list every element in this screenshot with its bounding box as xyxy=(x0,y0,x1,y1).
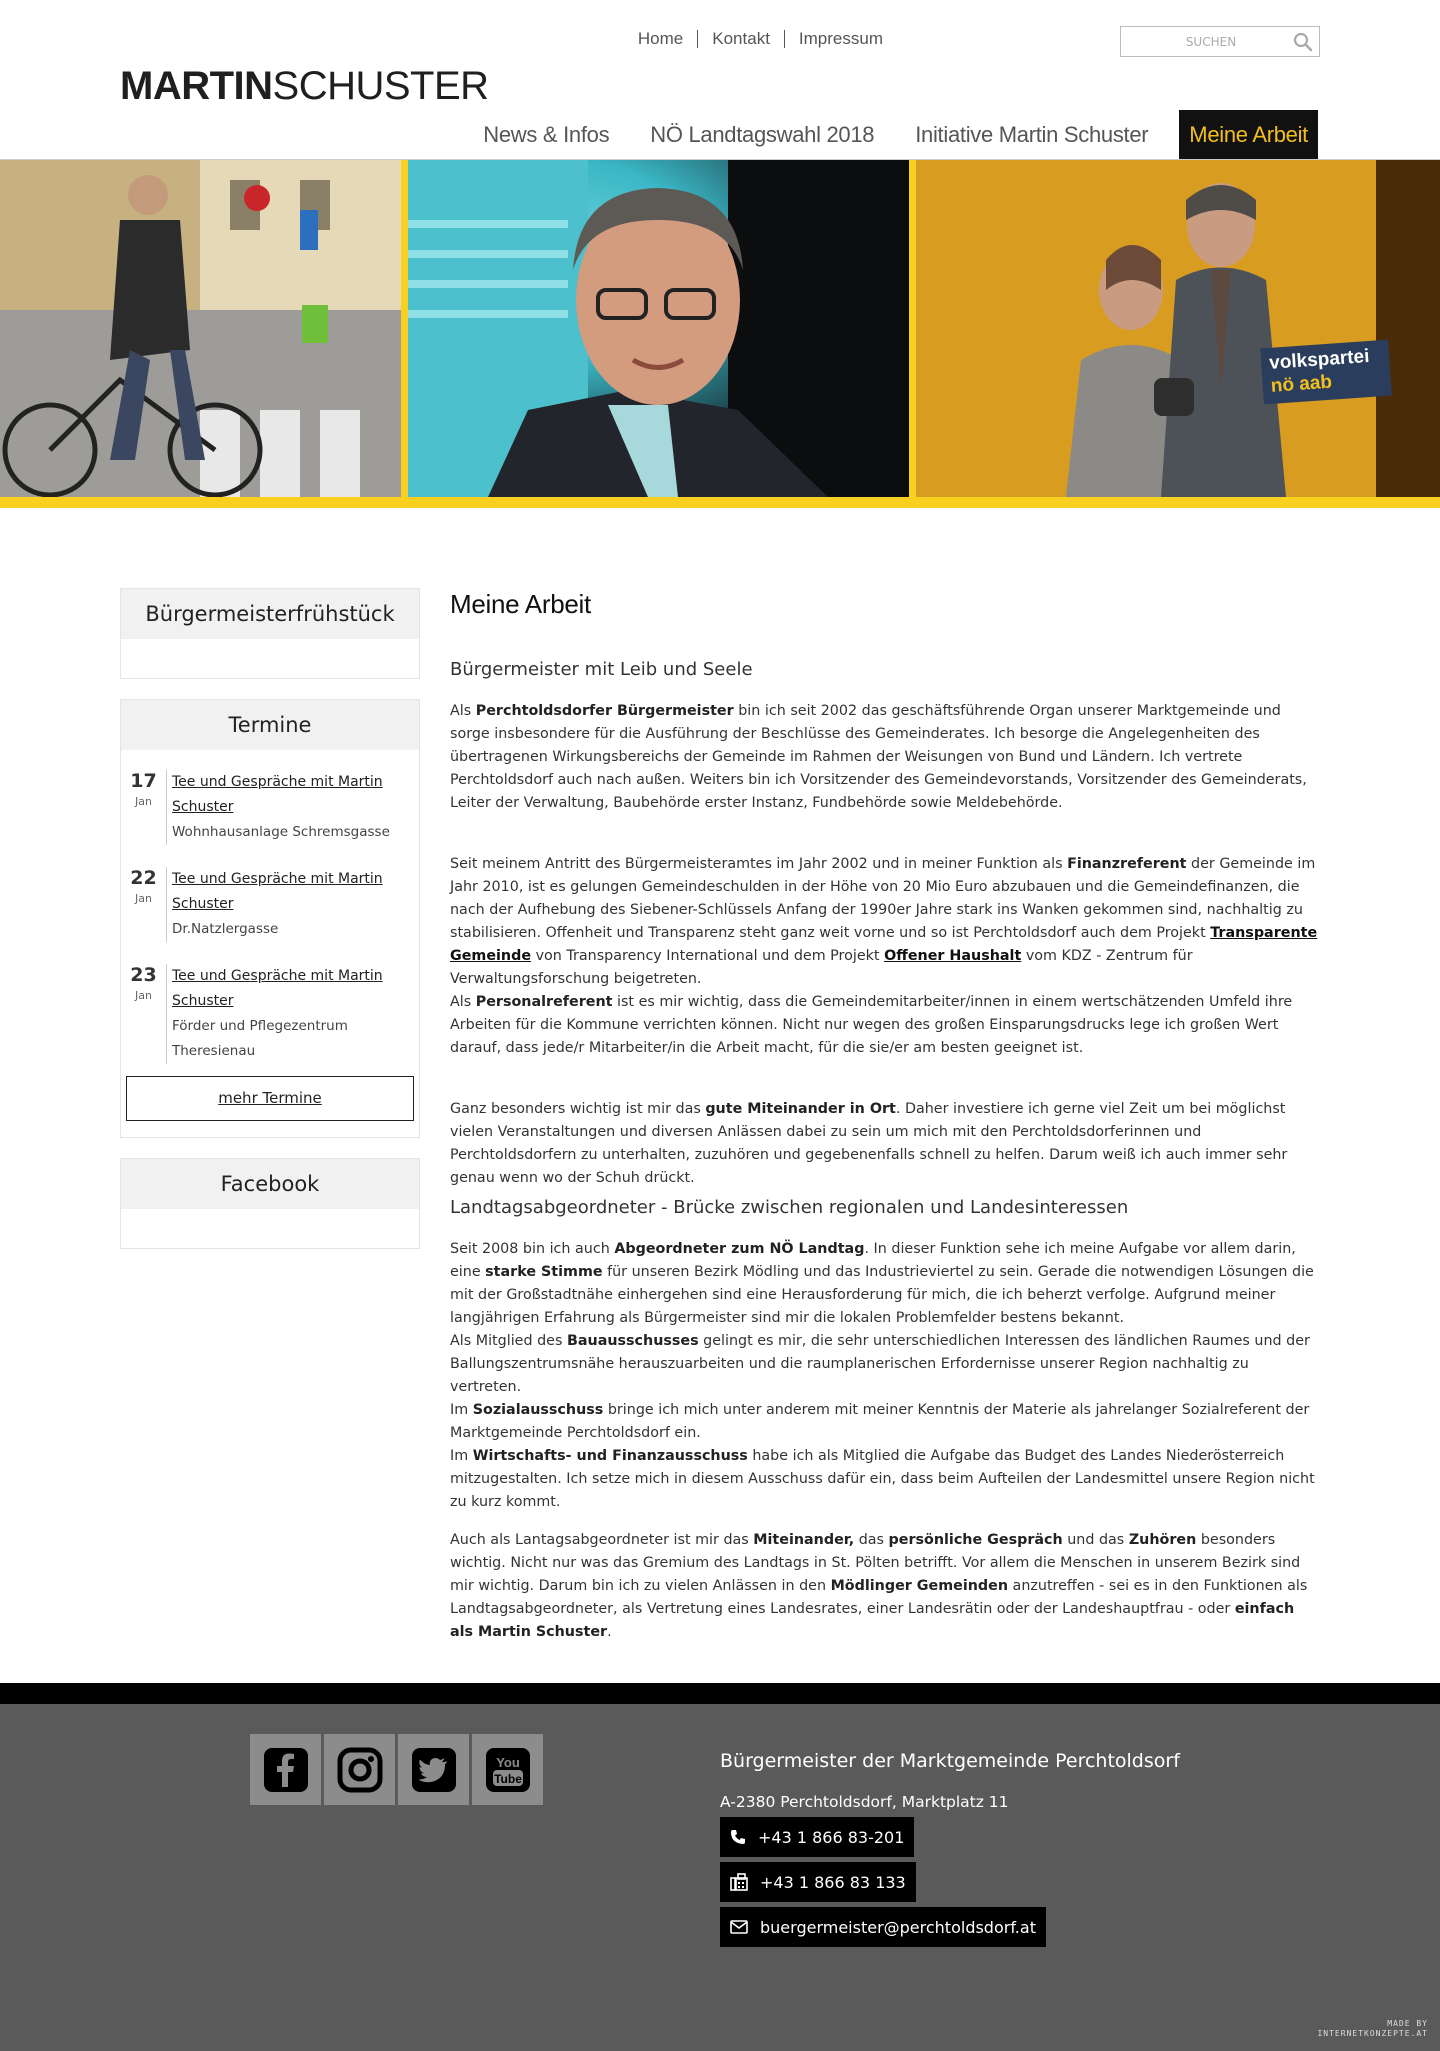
section-heading-buergermeister: Bürgermeister mit Leib und Seele xyxy=(450,659,753,680)
section-heading-landtag: Landtagsabgeordneter - Brücke zwischen regionalen und Landesinteressen xyxy=(450,1197,1129,1218)
event-place: Förder und Pflegezentrum Theresienau xyxy=(172,1018,348,1059)
youtube-link[interactable] xyxy=(472,1734,543,1805)
search-input[interactable] xyxy=(1121,27,1281,56)
hero-photo-handshake xyxy=(916,160,1440,497)
facebook-icon xyxy=(263,1747,309,1793)
footer-title: Bürgermeister der Marktgemeinde Perchtoldsorf xyxy=(720,1750,1180,1772)
page-title: Meine Arbeit xyxy=(450,589,591,619)
hero-photo-cyclist xyxy=(0,160,401,497)
more-events-button[interactable]: mehr Termine xyxy=(126,1076,414,1121)
portrait-illustration xyxy=(408,160,909,497)
hero-photo-portrait xyxy=(408,160,909,497)
event-info xyxy=(166,964,416,1064)
twitter-link[interactable] xyxy=(398,1734,469,1805)
transparente-gemeinde-link[interactable]: Transparente Gemeinde xyxy=(450,925,1318,964)
widget-buergermeisterfruehstueck xyxy=(120,588,420,679)
paragraph-landtag: Seit 2008 bin ich auch Abgeordneter zum NÖ Landtag. In dieser Funktion sehe ich meine Aufgabe vor allem darin, eine starke Stimme für unseren Bezirk Mödling und das Industrieviertel zu sein. Gerade die notwendigen Lösungen die mit der Großstadtnähe einhergehen sind eine Herausforderung für mich, die ich beherzt verfolge. Aufgrund meiner langjährigen Erfahrung als Bürgermeister sind mir die lokalen Problemfelder bestens bekannt. Als Mitglied des Bauausschusses gelingt es mir, die sehr unterschiedlichen Interessen des ländlichen Raumes und der Ballungszentrumsnähe herauszuarbeiten und die raumplanerischen Erfordernisse unserer Region nachhaltig zu vertreten. Im Sozialausschuss bringe ich mich unter anderem mit meiner Kenntnis der Materie als jahrelanger Sozialreferent der Marktgemeinde Perchtoldsdorf ein. Im Wirtschafts- und Finanzausschuss habe ich als Mitglied die Aufgabe das Budget des Landes Niederösterreich mitzugestalten. Ich setze mich in diesem Ausschuss dafür ein, dass beim Aufteilen der Landesmittel unsere Region nicht zu kurz kommt. xyxy=(450,1241,1315,1510)
facebook-link[interactable] xyxy=(250,1734,321,1805)
nav-landtagswahl-2018[interactable]: NÖ Landtagswahl 2018 xyxy=(650,122,875,147)
topnav-home-link[interactable]: Home xyxy=(637,29,684,48)
svg-text:Tube: Tube xyxy=(493,1771,522,1786)
main-content xyxy=(450,588,1320,1644)
phone-box[interactable]: +43 1 866 83-201 xyxy=(720,1817,914,1857)
social-links xyxy=(250,1734,546,1805)
paragraph-abgeordneter: Auch als Lantagsabgeordneter ist mir das Miteinander, das persönliche Gespräch und das Zuhören besonders wichtig. Nicht nur was das Gremium des Landtags in St. Pölten betrifft. Vor allem die Menschen in unserem Bezirk sind mir wichtig. Darum bin ich zu vielen Anlässen in den Mödlinger Gemeinden anzutreffen - sei es in den Funktionen als Landtagsabgeordneter, als Vertretung eines Landesrates, einer Landesrätin oder der Landeshauptfrau - oder einfach als Martin Schuster. xyxy=(450,1532,1308,1640)
svg-text:You: You xyxy=(495,1754,520,1770)
footer-contact xyxy=(720,1748,1180,1947)
instagram-link[interactable] xyxy=(324,1734,395,1805)
search-box xyxy=(1120,26,1320,57)
event-date: 22 Jan xyxy=(130,867,157,905)
widget-body xyxy=(121,639,419,678)
fax-box[interactable]: +43 1 866 83 133 xyxy=(720,1862,916,1902)
widget-termine xyxy=(120,699,420,1138)
event-place: Dr.Natzlergasse xyxy=(172,921,279,937)
widget-body xyxy=(121,1209,419,1248)
widget-title: Termine xyxy=(121,700,419,750)
event-item xyxy=(121,867,419,942)
offener-haushalt-link[interactable]: Offener Haushalt xyxy=(884,948,1022,964)
site-logo[interactable]: MARTINSCHUSTER xyxy=(120,64,489,108)
handshake-illustration xyxy=(916,160,1440,497)
event-info xyxy=(166,867,416,942)
hero-banner xyxy=(0,160,1440,508)
paragraph-miteinander: Ganz besonders wichtig ist mir das gute Miteinander in Ort. Daher investiere ich gerne viel Zeit um bei möglichst vielen Veranstaltungen und diversen Anlässen dabei zu sein um mich mit den Perchtoldsdorferinnen und Perchtoldsdorfern zu unterhalten, zuzuhören und gegebenenfalls schnell zu helfen. Darum weiß ich auch immer sehr genau wenn wo der Schuh drückt. xyxy=(450,1101,1288,1186)
instagram-icon xyxy=(337,1747,383,1793)
site-footer xyxy=(0,1704,1440,2051)
twitter-icon xyxy=(411,1747,457,1793)
event-title-link[interactable]: Tee und Gespräche mit Martin Schuster xyxy=(172,871,383,912)
event-list xyxy=(121,750,419,1121)
topnav-kontakt-link[interactable]: Kontakt xyxy=(712,29,770,48)
event-date: 17 Jan xyxy=(130,770,157,808)
phone-icon xyxy=(730,1829,746,1845)
cyclist-illustration xyxy=(0,160,401,497)
event-title-link[interactable]: Tee und Gespräche mit Martin Schuster xyxy=(172,774,383,815)
event-title-link[interactable]: Tee und Gespräche mit Martin Schuster xyxy=(172,968,383,1009)
search-icon[interactable] xyxy=(1293,32,1313,52)
event-item xyxy=(121,770,419,845)
paragraph-buergermeister: Als Perchtoldsdorfer Bürgermeister bin ich seit 2002 das geschäftsführende Organ unserer Marktgemeinde und sorge insbesondere für die Ausführung der Beschlüsse des Gemeinderates. Ich besorge die Angelegenheiten des übertragenen Wirkungsbereichs der Gemeinde im Rahmen der Weisungen von Bund und Ländern. Ich vertrete Perchtoldsdorf auch nach außen. Weiters bin ich Vorsitzender des Gemeindevorstands, Vorsitzender des Gemeinderats, Leiter der Verwaltung, Baubehörde erster Instanz, Fundbehörde sowie Meldebehörde. xyxy=(450,703,1307,811)
youtube-icon xyxy=(485,1747,531,1793)
made-by-credit[interactable]: MADE BY INTERNETKONZEPTE.AT xyxy=(1317,2019,1428,2038)
widget-facebook xyxy=(120,1158,420,1249)
event-date: 23 Jan xyxy=(130,964,157,1002)
envelope-icon xyxy=(730,1920,748,1934)
event-item xyxy=(121,964,419,1064)
topnav-impressum-link[interactable]: Impressum xyxy=(798,29,883,48)
paragraph-finanzen: Seit meinem Antritt des Bürgermeisteramtes im Jahr 2002 und in meiner Funktion als Finanzreferent der Gemeinde im Jahr 2010, ist es gelungen Gemeindeschulden in der Höhe von 20 Mio Euro abzubauen und die Gemeindefinanzen, die nach der Aufhebung des Siebener-Schlüssels Anfang der 1990er Jahre stark ins Wanken gekommen sind, nachhaltig zu stabilisieren. Offenheit und Transparenz steht ganz weit vorne und so ist Perchtoldsdorf auch dem Projekt Transparente Gemeinde von Transparency International und dem Projekt Offener Haushalt vom KDZ - Zentrum für Verwaltungsforschung beigetreten. Als Personalreferent ist es mir wichtig, dass die Gemeindemitarbeiter/innen in einem wertschätzenden Umfeld ihre Arbeiten für die Kommune verrichten können. Nicht nur wegen des großen Einsparungsdrucks lege ich großen Wert darauf, dass jede/r Mitarbeiter/in die Arbeit macht, für die sie/er am besten geeignet ist. xyxy=(450,856,1318,1056)
widget-title: Bürgermeisterfrühstück xyxy=(121,589,419,639)
site-header xyxy=(0,0,1440,160)
sidebar xyxy=(120,588,420,1269)
top-navigation xyxy=(638,28,897,50)
volkspartei-sign: volkspartei nö aab xyxy=(1260,340,1392,405)
footer-address: A-2380 Perchtoldsdorf, Marktplatz 11 xyxy=(720,1793,1009,1811)
nav-initiative-martin-schuster[interactable]: Initiative Martin Schuster xyxy=(915,122,1149,147)
fax-icon xyxy=(730,1873,748,1891)
widget-title: Facebook xyxy=(121,1159,419,1209)
email-box[interactable]: buergermeister@perchtoldsdorf.at xyxy=(720,1907,1046,1947)
nav-news-infos[interactable]: News & Infos xyxy=(483,122,610,147)
main-navigation xyxy=(452,110,1318,160)
nav-meine-arbeit[interactable]: Meine Arbeit xyxy=(1179,110,1318,160)
footer-top-bar xyxy=(0,1683,1440,1704)
event-info xyxy=(166,770,416,845)
event-place: Wohnhausanlage Schremsgasse xyxy=(172,824,390,840)
